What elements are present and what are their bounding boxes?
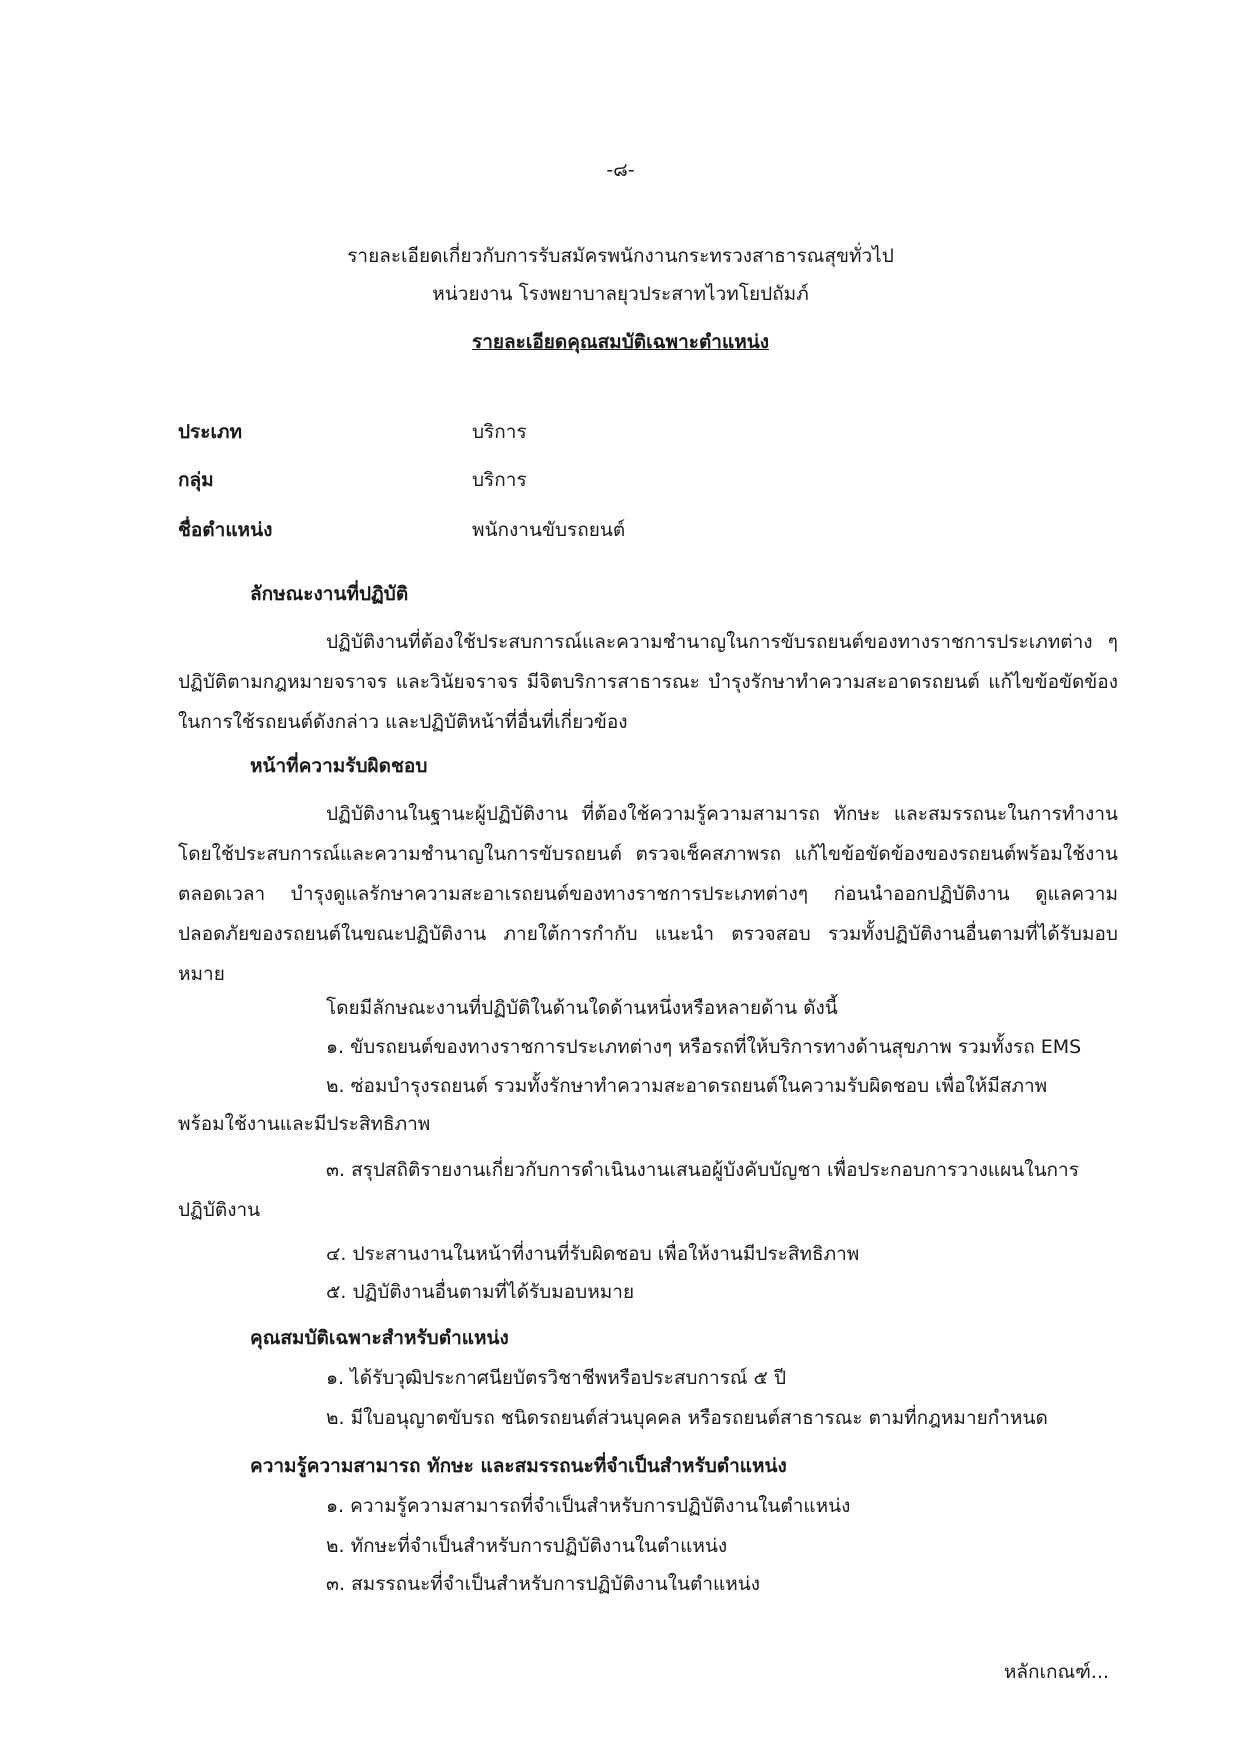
duties-heading: หน้าที่ความรับผิดชอบ: [250, 755, 428, 777]
qualification-item-1: ๑. ได้รับวุฒิประกาศนียบัตรวิชาชีพหรือประสบการณ์ ๕ ปี: [326, 1367, 787, 1389]
duty-item-1: ๑. ขับรถยนต์ของทางราชการประเภทต่างๆ หรือรถที่ให้บริการทางด้านสุขภาพ รวมทั้งรถ EMS: [326, 1036, 1082, 1058]
type-label: ประเภท: [178, 421, 243, 443]
competencies-heading: ความรู้ความสามารถ ทักษะ และสมรรถนะที่จำเป็นสำหรับตำแหน่ง: [250, 1455, 787, 1477]
duty-item-3-cont: ปฏิบัติงาน: [178, 1199, 261, 1221]
position-label: ชื่อตำแหน่ง: [178, 519, 273, 541]
duty-item-5: ๕. ปฏิบัติงานอื่นตามที่ได้รับมอบหมาย: [326, 1281, 635, 1303]
duty-item-4: ๔. ประสานงานในหน้าที่งานที่รับผิดชอบ เพื่อให้งานมีประสิทธิภาพ: [326, 1243, 860, 1265]
type-value: บริการ: [472, 421, 527, 443]
header-line-2: หน่วยงาน โรงพยาบาลยุวประสาทไวทโยปถัมภ์: [432, 283, 809, 305]
qualifications-heading: คุณสมบัติเฉพาะสำหรับตำแหน่ง: [250, 1327, 509, 1349]
duties-intro: โดยมีลักษณะงานที่ปฏิบัติในด้านใดด้านหนึ่งหรือหลายด้าน ดังนี้: [326, 997, 838, 1019]
position-value: พนักงานขับรถยนต์: [472, 519, 626, 541]
qualification-item-2: ๒. มีใบอนุญาตขับรถ ชนิดรถยนต์ส่วนบุคคล หรือรถยนต์สาธารณะ ตามที่กฎหมายกำหนด: [326, 1407, 1048, 1429]
group-label: กลุ่ม: [178, 469, 214, 491]
section-title: รายละเอียดคุณสมบัติเฉพาะตำแหน่ง: [472, 331, 769, 353]
continued-next-page: หลักเกณฑ์...: [1003, 1661, 1109, 1683]
page-number: -๘-: [606, 159, 635, 181]
duties-paragraph: [178, 794, 1118, 994]
duty-item-2-cont: พร้อมใช้งานและมีประสิทธิภาพ: [178, 1113, 431, 1135]
competency-item-3: ๓. สมรรถนะที่จำเป็นสำหรับการปฏิบัติงานในตำแหน่ง: [326, 1573, 761, 1595]
duties-text: ปฏิบัติงานในฐานะผู้ปฏิบัติงาน ที่ต้องใช้ความรู้ความสามารถ ทักษะ และสมรรถนะในการทำงาน โดยใช้ประสบการณ์และความชำนาญในการขับรถยนต์ ตรวจเช็คสภาพรถ แก้ไขข้อขัดข้องของรถยนต์พร้อมใช้งานตลอดเวลา บำรุงดูแลรักษาความสะอาเรถยนต์ของทางราชการประเภทต่างๆ ก่อนนำออกปฏิบัติงาน ดูแลความปลอดภัยของรถยนต์ในขณะปฏิบัติงาน ภายใต้การกำกับ แนะนำ ตรวจสอบ รวมทั้งปฏิบัติงานอื่นตามที่ได้รับมอบหมาย: [178, 803, 1118, 985]
job-nature-text: ปฏิบัติงานที่ต้องใช้ประสบการณ์และความชำนาญในการขับรถยนต์ของทางราชการประเภทต่าง ๆ ปฏิบัติตามกฎหมายจราจร และวินัยจราจร มีจิตบริการสาธารณะ บำรุงรักษาทำความสะอาดรถยนต์ แก้ไขข้อขัดข้องในการใช้รถยนต์ดังกล่าว และปฏิบัติหน้าที่อื่นที่เกี่ยวข้อง: [178, 631, 1118, 733]
competency-item-1: ๑. ความรู้ความสามารถที่จำเป็นสำหรับการปฏิบัติงานในตำแหน่ง: [326, 1495, 851, 1517]
group-value: บริการ: [472, 469, 527, 491]
header-line-1: รายละเอียดเกี่ยวกับการรับสมัครพนักงานกระทรวงสาธารณสุขทั่วไป: [347, 245, 894, 267]
duty-item-3: ๓. สรุปสถิติรายงานเกี่ยวกับการดำเนินงานเสนอผู้บังคับบัญชา เพื่อประกอบการวางแผนในการ: [326, 1159, 1079, 1181]
job-nature-heading: ลักษณะงานที่ปฏิบัติ: [250, 583, 409, 605]
job-nature-paragraph: [178, 622, 1118, 742]
competency-item-2: ๒. ทักษะที่จำเป็นสำหรับการปฏิบัติงานในตำแหน่ง: [326, 1535, 728, 1557]
duty-item-2: ๒. ซ่อมบำรุงรถยนต์ รวมทั้งรักษาทำความสะอาดรถยนต์ในความรับผิดชอบ เพื่อให้มีสภาพ: [326, 1075, 1048, 1097]
